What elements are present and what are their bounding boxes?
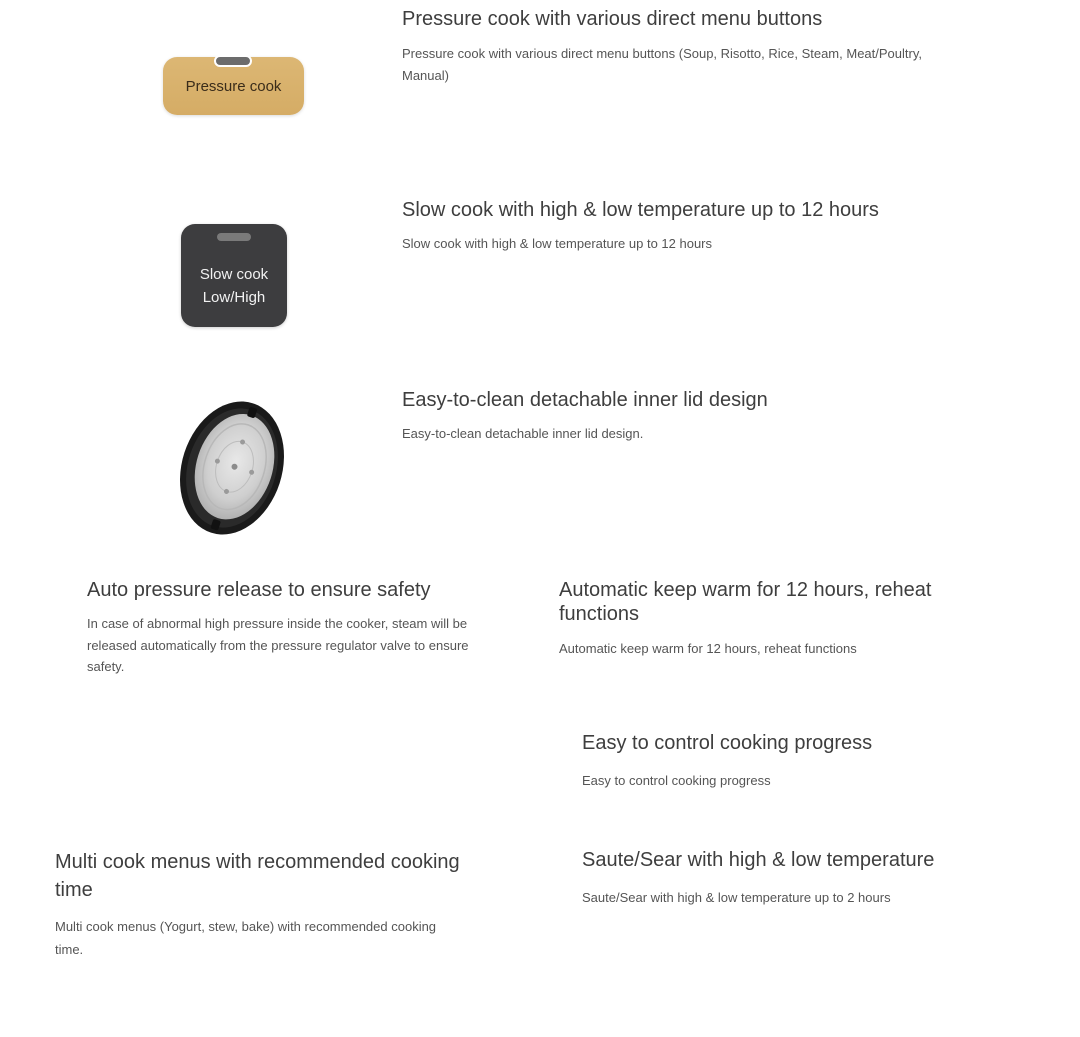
auto-release-desc-line1: In case of abnormal high pressure inside the cooker, steam will be (87, 616, 468, 631)
pressure-cook-desc-line1: Pressure cook with various direct menu buttons (Soup, Risotto, Rice, Steam, Meat/Poultry, (402, 46, 922, 61)
indicator-light (214, 55, 252, 67)
multi-cook-title (55, 848, 460, 904)
keep-warm-title-line2: functions (559, 603, 640, 625)
auto-release-desc (87, 613, 469, 678)
slow-cook-button (181, 224, 287, 327)
multi-cook-desc-line1: Multi cook menus (Yogurt, stew, bake) with recommended cooking (55, 919, 437, 934)
slow-cook-label-line2: Low/High (202, 289, 266, 306)
keep-warm-title (559, 578, 931, 626)
pressure-cook-desc (402, 43, 922, 86)
keep-warm-desc: Automatic keep warm for 12 hours, reheat functions (559, 641, 857, 656)
auto-release-title: Auto pressure release to ensure safety (87, 579, 431, 601)
inner-lid-title: Easy-to-clean detachable inner lid design (402, 389, 768, 411)
multi-cook-desc (55, 915, 436, 961)
multi-cook-title-line1: Multi cook menus with recommended cooking (55, 851, 460, 873)
pressure-cook-desc-line2: Manual) (402, 67, 449, 83)
inner-lid-image (172, 396, 292, 540)
pressure-cook-title: Pressure cook with various direct menu buttons (402, 8, 823, 30)
auto-release-desc-line2: released automatically from the pressure regulator valve to ensure (87, 637, 469, 653)
slow-cook-label-line1: Slow cook (199, 266, 269, 283)
control-progress-desc: Easy to control cooking progress (582, 773, 771, 788)
slow-cook-desc: Slow cook with high & low temperature up to 12 hours (402, 236, 713, 251)
pressure-cook-button (163, 57, 304, 115)
saute-desc: Saute/Sear with high & low temperature up to 2 hours (582, 890, 891, 905)
multi-cook-desc-line2: time. (55, 942, 84, 957)
indicator-light (217, 233, 251, 241)
saute-title: Saute/Sear with high & low temperature (582, 849, 935, 871)
keep-warm-title-line1: Automatic keep warm for 12 hours, reheat (559, 579, 932, 601)
inner-lid-desc: Easy-to-clean detachable inner lid design. (402, 426, 644, 441)
control-progress-title: Easy to control cooking progress (582, 732, 873, 754)
slow-cook-button-label (181, 263, 287, 309)
auto-release-desc-line3: safety. (87, 659, 125, 674)
pressure-cook-button-label: Pressure cook (185, 78, 282, 95)
slow-cook-title: Slow cook with high & low temperature up to 12 hours (402, 199, 879, 221)
multi-cook-title-line2: time (55, 879, 93, 901)
